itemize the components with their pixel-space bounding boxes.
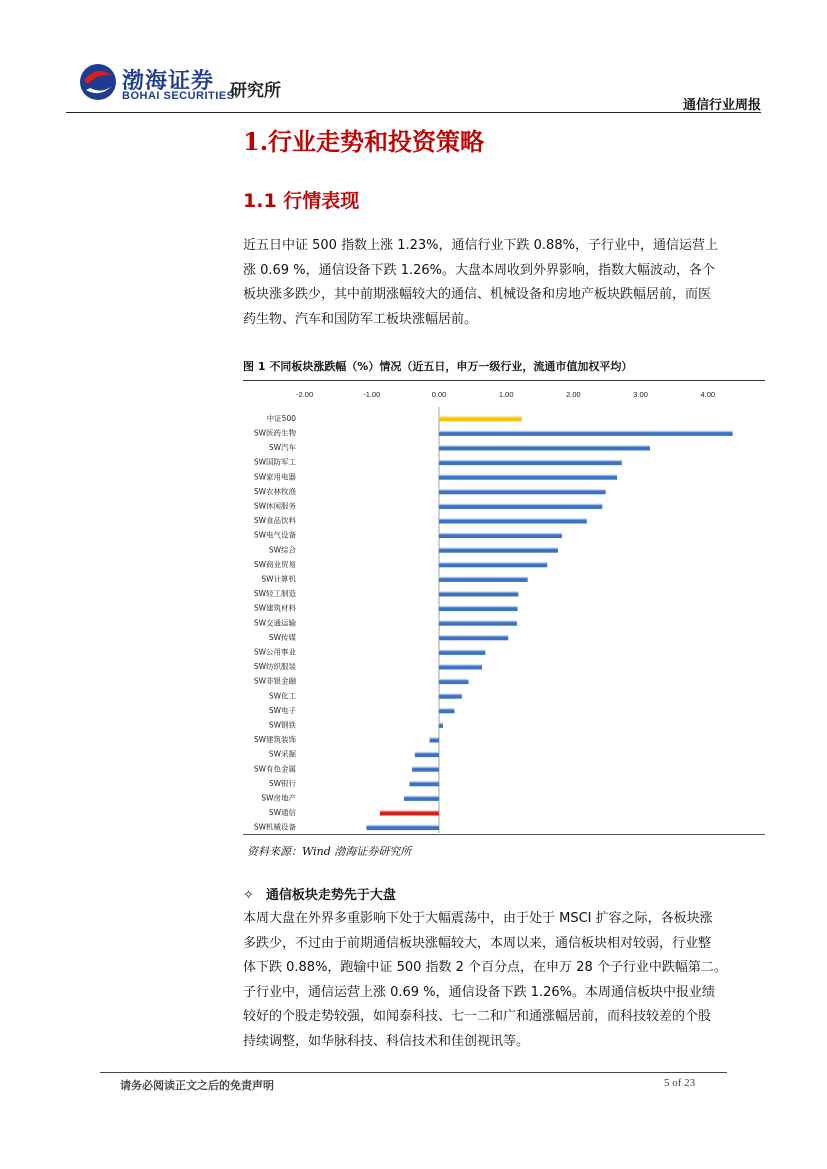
paragraph-line: 本周大盘在外界多重影响下处于大幅震荡中，由于处于 MSCI 扩容之际，各板块涨 bbox=[243, 911, 713, 926]
sector-analysis-paragraph bbox=[243, 907, 763, 1054]
category-label: SW国防军工 bbox=[253, 457, 296, 467]
category-label: SW交通运输 bbox=[253, 618, 296, 628]
category-label: SW机械设备 bbox=[253, 822, 296, 832]
paragraph-line: 子行业中，通信运营上涨 0.69 %，通信设备下跌 1.26%。本周通信板块中报业绩 bbox=[243, 984, 715, 1000]
category-label: SW商业贸易 bbox=[253, 559, 296, 569]
figure-caption: 图 1 不同板块涨跌幅（%）情况（近五日，申万一级行业，流通市值加权平均） bbox=[243, 360, 633, 373]
bullet-heading bbox=[243, 884, 396, 903]
bar bbox=[439, 649, 485, 655]
category-label: SW化工 bbox=[268, 691, 296, 701]
paragraph-line: 多跌少，不过由于前期通信板块涨幅较大，本周以来，通信板块相对较弱，行业整 bbox=[243, 935, 712, 951]
bar bbox=[439, 634, 508, 640]
paragraph-line: 近五日中证 500 指数上涨 1.23%，通信行业下跌 0.88%，子行业中，通信运营上 bbox=[243, 238, 718, 253]
bar bbox=[415, 751, 439, 757]
bar bbox=[439, 518, 587, 524]
bar bbox=[430, 737, 439, 743]
category-label: 中证500 bbox=[266, 413, 296, 423]
category-label: SW有色金属 bbox=[253, 764, 296, 774]
bar bbox=[366, 824, 439, 830]
paragraph-line: 较好的个股走势较强，如闻泰科技、七一二和广和通涨幅居前，而科技较差的个股 bbox=[243, 1009, 712, 1024]
report-type: 通信行业周报 bbox=[682, 98, 761, 113]
x-tick-label: 1.00 bbox=[498, 390, 514, 399]
bar bbox=[439, 678, 469, 684]
bar bbox=[439, 620, 517, 626]
bar bbox=[439, 576, 528, 582]
logo-chinese-name: 渤海证券 bbox=[122, 68, 215, 94]
category-label: SW银行 bbox=[268, 778, 296, 788]
bar bbox=[439, 561, 547, 567]
category-label: SW综合 bbox=[268, 545, 296, 555]
x-tick-label: 0.00 bbox=[431, 390, 447, 399]
category-label: SW电子 bbox=[268, 705, 296, 715]
bar bbox=[439, 722, 443, 728]
bar bbox=[409, 780, 439, 786]
category-label: SW家用电器 bbox=[253, 472, 296, 482]
bar bbox=[380, 810, 439, 816]
figure-source: 资料来源：Wind 渤海证券研究所 bbox=[247, 845, 412, 858]
figure-bottom-rule bbox=[243, 834, 765, 835]
x-tick-label: -1.00 bbox=[363, 390, 381, 399]
category-label: SW公用事业 bbox=[253, 647, 296, 657]
category-label: SW轻工制造 bbox=[253, 589, 296, 599]
paragraph-line: 药生物、汽车和国防军工板块涨幅居前。 bbox=[243, 311, 478, 327]
bar bbox=[439, 547, 558, 553]
bar bbox=[439, 605, 518, 611]
category-label: SW电气设备 bbox=[253, 530, 296, 540]
category-label: SW计算机 bbox=[261, 574, 296, 584]
bullet-title: 通信板块走势先于大盘 bbox=[265, 888, 396, 903]
bar bbox=[439, 430, 733, 436]
category-label: SW农林牧渔 bbox=[253, 486, 296, 496]
section-title: 1.行业走势和投资策略 bbox=[243, 127, 485, 156]
category-label: SW建筑装饰 bbox=[253, 735, 296, 745]
bar bbox=[439, 445, 650, 451]
footer-divider bbox=[100, 1072, 727, 1073]
category-label: SW通信 bbox=[268, 808, 296, 818]
category-label: SW非银金融 bbox=[253, 676, 296, 686]
x-tick-label: -2.00 bbox=[296, 390, 314, 399]
paragraph-line: 涨 0.69 %，通信设备下跌 1.26%。大盘本周收到外界影响，指数大幅波动，各个 bbox=[243, 262, 715, 278]
page-number: 5 of 23 bbox=[664, 1077, 696, 1089]
x-tick-label: 3.00 bbox=[633, 390, 648, 399]
bar bbox=[439, 591, 518, 597]
paragraph-line: 持续调整，如华脉科技、科信技术和佳创视讯等。 bbox=[243, 1033, 530, 1049]
bohai-logo-icon bbox=[78, 60, 118, 104]
subsection-title: 1.1 行情表现 bbox=[243, 190, 360, 212]
category-label: SW采掘 bbox=[268, 749, 296, 759]
sector-change-chart bbox=[243, 381, 765, 833]
paragraph-line: 体下跌 0.88%，跑输中证 500 指数 2 个百分点，在申万 28 个子行业中跌幅第二。 bbox=[243, 960, 727, 975]
category-label: SW建筑材料 bbox=[253, 603, 296, 613]
footer-disclaimer: 请务必阅读正文之后的免责声明 bbox=[120, 1079, 274, 1092]
bar bbox=[439, 693, 462, 699]
bar bbox=[439, 459, 622, 465]
research-dept-label: 研究所 bbox=[230, 81, 281, 101]
category-label: SW食品饮料 bbox=[253, 516, 296, 526]
logo-english-name: BOHAI SECURITIES bbox=[122, 90, 235, 102]
bar bbox=[439, 488, 606, 494]
x-tick-label: 4.00 bbox=[700, 390, 716, 399]
paragraph-line: 板块涨多跌少，其中前期涨幅较大的通信、机械设备和房地产板块跌幅居前，而医 bbox=[243, 287, 712, 302]
category-label: SW钢铁 bbox=[268, 720, 296, 730]
category-label: SW医药生物 bbox=[253, 428, 296, 438]
category-label: SW房地产 bbox=[261, 793, 296, 803]
bar bbox=[439, 415, 522, 421]
category-label: SW传媒 bbox=[268, 632, 296, 642]
bar bbox=[439, 532, 562, 538]
bar bbox=[439, 707, 454, 713]
market-summary-paragraph bbox=[243, 234, 763, 332]
bar bbox=[439, 503, 602, 509]
category-label: SW汽车 bbox=[268, 443, 296, 453]
bar bbox=[404, 795, 439, 801]
bar bbox=[439, 664, 482, 670]
x-tick-label: 2.00 bbox=[566, 390, 581, 399]
bohai-logo bbox=[78, 60, 298, 106]
header-divider bbox=[66, 112, 761, 113]
bar bbox=[439, 474, 617, 480]
diamond-bullet-icon: ✧ bbox=[243, 888, 254, 903]
category-label: SW休闲服务 bbox=[253, 501, 296, 511]
bar bbox=[412, 766, 439, 772]
category-label: SW纺织服装 bbox=[253, 662, 296, 672]
